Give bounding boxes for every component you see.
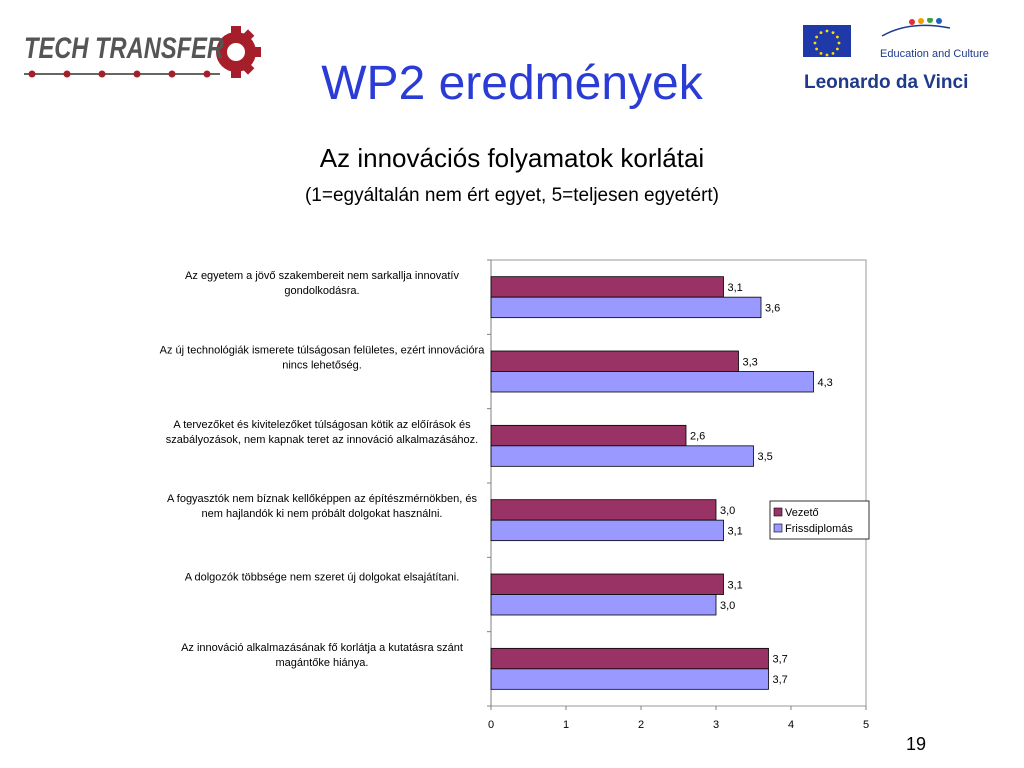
bar-frissdiplomas: [491, 669, 769, 690]
data-label: 3,0: [720, 504, 736, 517]
bar-vezeto: [491, 574, 724, 595]
slide-subtitle: Az innovációs folyamatok korlátai: [319, 143, 705, 173]
category-label: Az új technológiák ismerete túlságosan felületes, ezért innovációra nincs lehetőség.: [159, 344, 485, 372]
category-label: Az innováció alkalmazásának fő korlátja a kutatásra szánt magántőke hiánya.: [181, 641, 463, 669]
data-label: 3,7: [772, 653, 788, 666]
legend-swatch: [774, 508, 782, 516]
bar-vezeto: [491, 500, 716, 520]
x-tick-label: 1: [562, 719, 570, 731]
plot-area: [491, 260, 866, 706]
logo-text: TECH TRANSFER: [24, 32, 225, 65]
x-tick-label: 5: [862, 719, 870, 731]
bar-frissdiplomas: [491, 446, 754, 467]
data-label: 2,6: [690, 430, 706, 443]
category-label: Az egyetem a jövő szakembereit nem sarkallja innovatív gondolkodásra.: [185, 270, 459, 298]
category-label: A fogyasztók nem bíznak kellőképpen az építészmérnökben, és nem hajlandók ki nem próbált dolgokat használni.: [166, 493, 478, 521]
eu-program-name: Leonardo da Vinci: [804, 72, 969, 93]
eu-program-line: Education and Culture: [880, 48, 989, 60]
data-label: 3,3: [742, 356, 758, 369]
bar-vezeto: [491, 425, 686, 446]
bar-frissdiplomas: [491, 520, 724, 541]
bar-vezeto: [491, 648, 769, 669]
data-label: 3,1: [727, 525, 743, 538]
bar-vezeto: [491, 351, 739, 372]
bar-vezeto: [491, 277, 724, 298]
legend-label: Vezető: [785, 507, 819, 519]
category-label: A tervezőket és kivitelezőket túlságosan kötik az előírások és szabályozások, nem kapnak teret az innováció alkalmazásához.: [165, 418, 479, 446]
bar-frissdiplomas: [491, 595, 716, 616]
bar-frissdiplomas: [491, 297, 761, 318]
x-tick-label: 0: [487, 719, 495, 731]
data-label: 3,7: [772, 674, 788, 687]
legend-swatch: [774, 524, 782, 532]
category-label: A dolgozók többsége nem szeret új dolgokat elsajátítani.: [184, 571, 460, 584]
data-label: 4,3: [817, 376, 833, 389]
data-label: 3,0: [720, 599, 736, 612]
slide-title: WP2 eredmények: [321, 57, 703, 110]
data-label: 3,5: [757, 451, 773, 464]
data-label: 3,1: [727, 281, 743, 294]
page-number: 19: [906, 734, 927, 754]
x-tick-label: 4: [787, 719, 795, 731]
data-label: 3,1: [727, 579, 743, 592]
scale-note: (1=egyáltalán nem ért egyet, 5=teljesen egyetért): [304, 185, 720, 206]
bar-frissdiplomas: [491, 372, 814, 393]
x-tick-label: 2: [637, 719, 645, 731]
x-tick-label: 3: [712, 719, 720, 731]
data-label: 3,6: [765, 302, 781, 315]
legend-label: Frissdiplomás: [785, 523, 853, 535]
